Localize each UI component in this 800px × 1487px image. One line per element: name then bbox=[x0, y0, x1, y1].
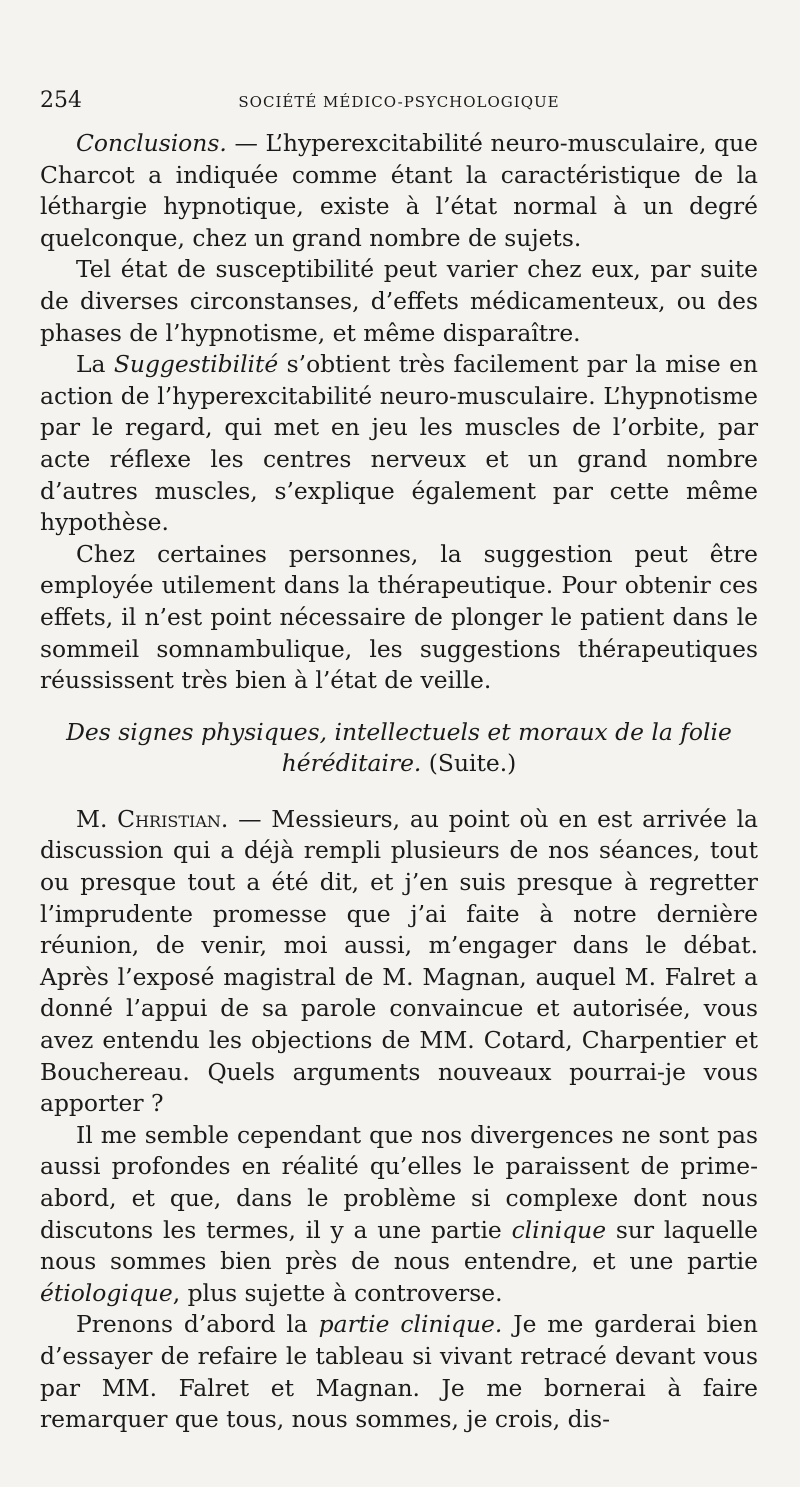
conclusions-paragraph bbox=[40, 128, 758, 254]
christian-text-2a: Il me semble cependant que nos divergences ne sont pas aussi profondes en réalité qu’elles le paraissent de prime-abord, et que, dans le problème si complexe dont nous discutons les termes, il y a une partie bbox=[40, 1120, 758, 1244]
page-number: 254 bbox=[40, 88, 82, 113]
section-title bbox=[40, 717, 758, 780]
christian-paragraph-2 bbox=[40, 1120, 758, 1310]
christian-text-3b: Je me garderai bien d’essayer de refaire le tableau si vivant retracé devant vous par MM. Falret et Magnan. Je me bornerai à faire remarquer que tous, nous sommes, je crois, dis- bbox=[40, 1310, 758, 1434]
partie-clinique-term: partie clinique. bbox=[318, 1310, 503, 1339]
conclusions-text-1: — L’hyperexcitabilité neuro-musculaire, que Charcot a indiquée comme étant la caractéristique de la léthargie hypnotique, existe à l’état normal à un degré quelconque, chez un grand nombre de sujets. bbox=[40, 129, 758, 252]
christian-paragraph-1 bbox=[40, 804, 758, 1120]
page-header bbox=[40, 88, 758, 122]
therapeutics-paragraph: Chez certaines personnes, la suggestion peut être employée utilement dans la thérapeutique. Pour obtenir ces effets, il n’est point nécessaire de plonger le patient dans le sommeil somnambulique, les suggestions thérapeutiques réussissent très bien à l’état de veille. bbox=[40, 539, 758, 695]
etiologique-term: étiologique bbox=[40, 1278, 173, 1307]
speaker-name: M. Christian. bbox=[76, 804, 229, 833]
susceptibility-paragraph: Tel état de susceptibilité peut varier chez eux, par suite de diverses circonstanses, d’effets médicamenteux, ou des phases de l’hypnotisme, et même disparaître. bbox=[40, 255, 758, 347]
running-head: SOCIÉTÉ MÉDICO-PSYCHOLOGIQUE bbox=[238, 93, 560, 111]
page-text bbox=[40, 88, 758, 1436]
christian-text-3a: Prenons d’abord la bbox=[76, 1310, 319, 1339]
suggestibility-term: Suggestibilité bbox=[113, 350, 279, 379]
christian-paragraph-3 bbox=[40, 1309, 758, 1435]
christian-text-1: — Messieurs, au point où en est arrivée la discussion qui a déjà rempli plusieurs de nos séances, tout ou presque tout a été dit, et j’en suis presque à regretter l’imprudente promesse que j’ai faite à notre dernière réunion, de venir, moi aussi, m’engager dans le débat. Après l’exposé magistral de M. Magnan, auquel M. Falret a donné l’appui de sa parole convaincue et autorisée, vous avez entendu les objections de MM. Cotard, Charpentier et Bouchereau. Quels arguments nouveaux pourrai-je vous apporter ? bbox=[40, 804, 758, 1118]
suggestibility-text-b: s’obtient très facilement par la mise en action de l’hyperexcitabilité neuro-musculaire. L’hypnotisme par le regard, qui met en jeu les muscles de l’orbite, par acte réflexe les centres nerveux et un grand nombre d’autres muscles, s’explique également par cette même hypothèse. bbox=[40, 350, 758, 537]
christian-text-2b: sur laquelle nous sommes bien près de nous entendre, et une partie bbox=[40, 1215, 758, 1276]
suggestibility-paragraph bbox=[40, 349, 758, 539]
section-title-text: Des signes physiques, intellectuels et moraux de la folie héréditaire. bbox=[66, 717, 732, 778]
section-title-suffix: (Suite.) bbox=[421, 749, 517, 778]
clinique-term: clinique bbox=[511, 1215, 607, 1244]
suggestibility-text-a: La bbox=[76, 350, 114, 379]
christian-text-2c: , plus sujette à controverse. bbox=[172, 1278, 503, 1307]
conclusions-label: Conclusions. bbox=[76, 129, 227, 157]
